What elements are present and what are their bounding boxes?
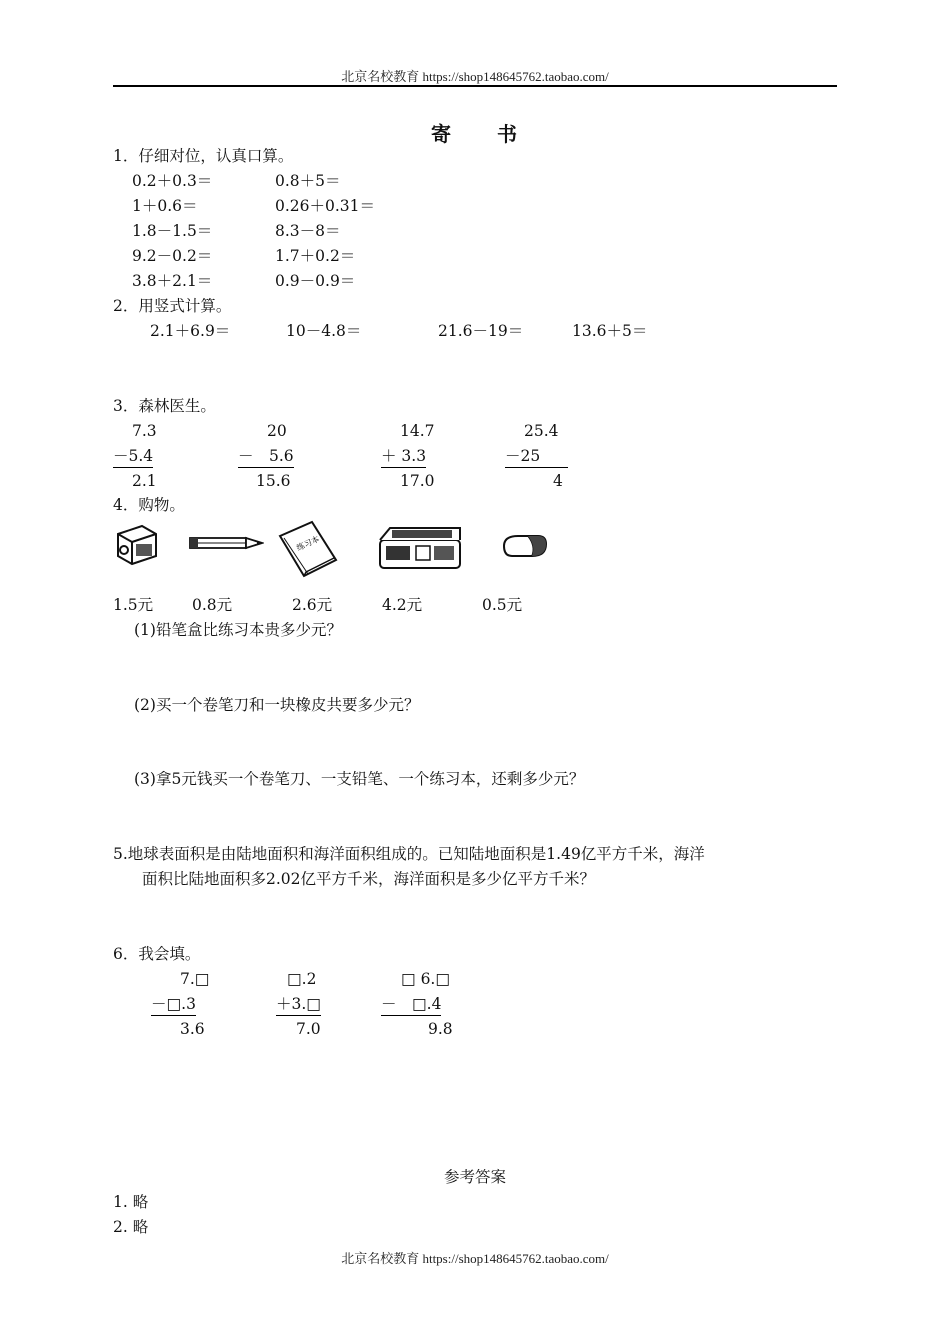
q2-expr: 10－4.8＝ [286,322,362,340]
q4-question: (2)买一个卷笔刀和一块橡皮共要多少元？ [134,696,420,714]
q3-op: －25 [505,445,568,468]
q6-result: 9.8 [428,1020,453,1038]
q1-expr: 3.8＋2.1＝ [132,272,213,290]
answers-heading: 参考答案 [443,1168,506,1186]
q3-heading: 3．森林医生。 [113,397,216,415]
price-eraser: 0.5元 [482,596,523,614]
exercise-book-label: 练习本 [295,534,321,553]
q3-result: 15.6 [256,472,291,490]
q3-top: 25.4 [524,422,559,440]
q1-expr: 0.26＋0.31＝ [275,197,376,215]
q1-expr: 0.8＋5＝ [275,172,341,190]
q1-expr: 0.9－0.9＝ [275,272,356,290]
q2-expr: 21.6－19＝ [438,322,524,340]
q3-top: 7.3 [132,422,157,440]
q6-op: － □.4 [381,993,441,1016]
q3-op: ＋ 3.3 [381,445,426,468]
q1-expr: 9.2－0.2＝ [132,247,213,265]
price-pencil: 0.8元 [192,596,233,614]
q6-op: ＋3.□ [276,993,321,1016]
q6-result: 7.0 [296,1020,321,1038]
q6-top: 7.□ [180,970,210,988]
price-pencil-case: 4.2元 [382,596,423,614]
q3-result: 4 [553,472,563,490]
answer-item: 1. 略 [113,1193,149,1211]
q3-op: －5.4 [113,445,153,468]
q2-heading: 2．用竖式计算。 [113,297,232,315]
q5-text-line1: 5.地球表面积是由陆地面积和海洋面积组成的。已知陆地面积是1.49亿平方千米，海洋 [113,845,705,863]
q4-heading: 4．购物。 [113,496,185,514]
page-header: 北京名校教育 https://shop148645762.taobao.com/ [341,69,609,84]
pencil-icon [188,535,264,551]
q1-heading: 1．仔细对位，认真口算。 [113,147,294,165]
q5-text-line2: 面积比陆地面积多2.02亿平方千米，海洋面积是多少亿平方千米？ [142,870,596,888]
answer-item: 2. 略 [113,1218,149,1236]
q3-top: 14.7 [400,422,435,440]
q6-heading: 6．我会填。 [113,945,201,963]
q3-op: － 5.6 [238,445,294,468]
q6-result: 3.6 [180,1020,205,1038]
header-rule [113,85,837,87]
eraser-icon [498,532,548,560]
q6-top: □.2 [287,970,317,988]
q3-result: 17.0 [400,472,435,490]
q1-expr: 1.8－1.5＝ [132,222,213,240]
pencil-case-icon [376,522,466,572]
page-footer: 北京名校教育 https://shop148645762.taobao.com/ [341,1251,609,1266]
q1-expr: 1.7＋0.2＝ [275,247,356,265]
q3-result: 2.1 [132,472,157,490]
pencil-sharpener-icon [112,520,160,568]
exercise-book-icon [278,520,338,578]
q6-top: □ 6.□ [401,970,451,988]
q2-expr: 13.6＋5＝ [572,322,648,340]
page-title: 寄 书 [431,122,519,146]
q6-op: －□.3 [151,993,196,1016]
price-sharpener: 1.5元 [113,596,154,614]
q4-question: (3)拿5元钱买一个卷笔刀、一支铅笔、一个练习本，还剩多少元？ [134,770,585,788]
price-book: 2.6元 [292,596,333,614]
q1-expr: 0.2＋0.3＝ [132,172,213,190]
q1-expr: 8.3－8＝ [275,222,341,240]
q1-expr: 1＋0.6＝ [132,197,198,215]
q4-question: (1)铅笔盒比练习本贵多少元？ [134,621,342,639]
q3-top: 20 [267,422,287,440]
q2-expr: 2.1＋6.9＝ [150,322,231,340]
